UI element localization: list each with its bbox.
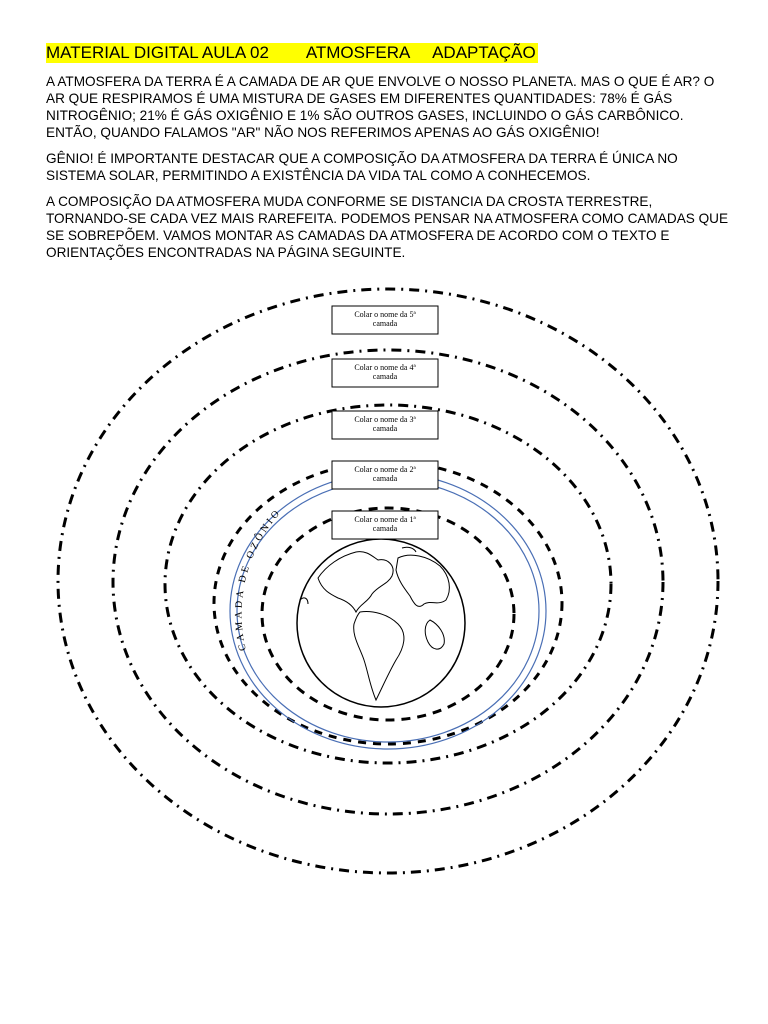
composition-paragraph: A COMPOSIÇÃO DA ATMOSFERA MUDA CONFORME SE DISTANCIA DA CROSTA TERRESTRE, TORNANDO-SE CADA VEZ MAIS RAREFEITA. PODEMOS PENSAR NA ATMOSFERA COMO CAMADAS QUE SE SOBREPÕEM. VAMOS MONTAR AS CAMADAS DA ATMOSFERA DE ACORDO COM O TEXTO E ORIENTAÇÕES ENCONTRADAS NA PÁGINA SEGUINTE. bbox=[46, 194, 729, 260]
layer-2-label-text: camada bbox=[372, 474, 398, 483]
layer-1-label-text: camada bbox=[372, 524, 398, 533]
genius-paragraph: GÊNIO! É IMPORTANTE DESTACAR QUE A COMPOSIÇÃO DA ATMOSFERA DA TERRA É ÚNICA NO SISTEMA SOLAR, PERMITINDO A EXISTÊNCIA DA VIDA TAL COMO A CONHECEMOS. bbox=[46, 151, 678, 183]
layer-5-label-text: camada bbox=[372, 319, 398, 328]
layer-3-label-text: camada bbox=[372, 424, 398, 433]
intro-paragraph: A ATMOSFERA DA TERRA É A CAMADA DE AR QUE ENVOLVE O NOSSO PLANETA. MAS O QUE É AR? O AR QUE RESPIRAMOS É UMA MISTURA DE GASES EM DIFERENTES QUANTIDADES: 78% É GÁS NITROGÊNIO; 21% É GÁS OXIGÊNIO E 1% SÃO OUTROS GASES, INCLUINDO O GÁS CARBÔNICO. ENTÃO, QUANDO FALAMOS "AR" NÃO NOS REFERIMOS APENAS AO GÁS OXIGÊNIO! bbox=[46, 74, 715, 140]
earth-globe-icon bbox=[297, 539, 465, 707]
page-title: MATERIAL DIGITAL AULA 02 ATMOSFERA ADAPTAÇÃO bbox=[46, 43, 536, 62]
layer-4-label-box bbox=[332, 359, 438, 387]
layer-5-label-text: Colar o nome da 5ª bbox=[354, 310, 416, 319]
layer-1-label-box bbox=[332, 511, 438, 539]
layer-2-label-text: Colar o nome da 2ª bbox=[354, 465, 416, 474]
layer-1-label-text: Colar o nome da 1ª bbox=[354, 515, 416, 524]
ozone-layer-label: CAMADA DE OZÔNIO bbox=[233, 506, 284, 652]
layer-4-label-text: Colar o nome da 4ª bbox=[354, 363, 416, 372]
layer-4-label-text: camada bbox=[372, 372, 398, 381]
layer-3-label-box bbox=[332, 411, 438, 439]
layer-5-label-box bbox=[332, 306, 438, 334]
layer-2-label-box bbox=[332, 461, 438, 489]
layer-3-label-text: Colar o nome da 3ª bbox=[354, 415, 416, 424]
